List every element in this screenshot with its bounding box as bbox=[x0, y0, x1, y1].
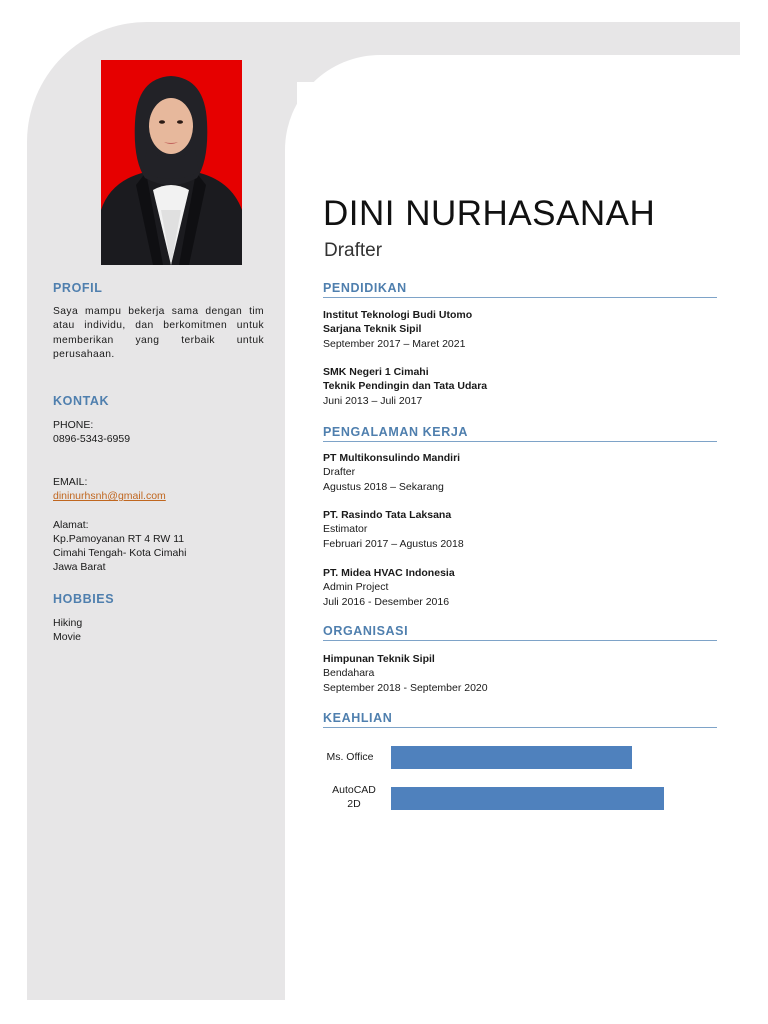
hobby-item: Hiking bbox=[53, 617, 83, 629]
organization-heading: ORGANISASI bbox=[323, 624, 717, 641]
email-label: EMAIL: bbox=[53, 476, 88, 488]
education-entry bbox=[323, 308, 472, 351]
address-line: Cimahi Tengah- Kota Cimahi bbox=[53, 547, 187, 559]
experience-heading: PENGALAMAN KERJA bbox=[323, 425, 717, 442]
experience-entry bbox=[323, 508, 464, 551]
experience-period: Juli 2016 - Desember 2016 bbox=[323, 595, 450, 608]
skill-label: Ms. Office bbox=[326, 751, 374, 763]
experience-period: Februari 2017 – Agustus 2018 bbox=[323, 537, 464, 550]
education-institution: Institut Teknologi Budi Utomo bbox=[323, 309, 473, 321]
experience-entry bbox=[323, 566, 455, 609]
profile-photo bbox=[101, 60, 242, 265]
education-period: Juni 2013 – Juli 2017 bbox=[323, 394, 423, 407]
phone-number: 0896-5343-6959 bbox=[53, 433, 131, 445]
skill-label-line: 2D bbox=[347, 798, 361, 810]
experience-entry bbox=[323, 451, 460, 494]
hobby-item: Movie bbox=[53, 631, 82, 643]
education-period: September 2017 – Maret 2021 bbox=[323, 337, 466, 350]
education-program: Sarjana Teknik Sipil bbox=[323, 323, 422, 336]
skills-heading: KEAHLIAN bbox=[323, 711, 717, 728]
contact-heading: KONTAK bbox=[53, 394, 110, 408]
email-link[interactable]: dininurhsnh@gmail.com bbox=[53, 490, 166, 502]
education-heading: PENDIDIKAN bbox=[323, 281, 717, 298]
experience-position: Admin Project bbox=[323, 581, 389, 594]
skill-level-bar bbox=[391, 787, 664, 810]
person-role: Drafter bbox=[324, 240, 383, 261]
address-line: Kp.Pamoyanan RT 4 RW 11 bbox=[53, 533, 185, 545]
experience-position: Estimator bbox=[323, 523, 368, 536]
organization-name: Himpunan Teknik Sipil bbox=[323, 653, 435, 665]
experience-company: PT. Rasindo Tata Laksana bbox=[323, 509, 452, 521]
experience-period: Agustus 2018 – Sekarang bbox=[323, 480, 444, 493]
education-institution: SMK Negeri 1 Cimahi bbox=[323, 366, 429, 378]
profile-heading: PROFIL bbox=[53, 281, 103, 295]
experience-position: Drafter bbox=[323, 466, 356, 479]
address-label: Alamat: bbox=[53, 519, 89, 531]
phone-label: PHONE: bbox=[53, 419, 94, 431]
profile-text: Saya mampu bekerja sama dengan tim atau individu, dan berkomitmen untuk memberikan yang terbaik untuk perusahaan. bbox=[53, 306, 264, 361]
experience-company: PT Multikonsulindo Mandiri bbox=[323, 452, 461, 464]
person-name: DINI NURHASANAH bbox=[323, 194, 656, 233]
skill-label-line: AutoCAD bbox=[332, 784, 376, 796]
organization-period: September 2018 - September 2020 bbox=[323, 681, 488, 694]
organization-entry bbox=[323, 652, 488, 695]
hobbies-heading: HOBBIES bbox=[53, 592, 115, 606]
education-program: Teknik Pendingin dan Tata Udara bbox=[323, 380, 488, 393]
address-line: Jawa Barat bbox=[53, 561, 106, 573]
skill-level-bar bbox=[391, 746, 632, 769]
organization-position: Bendahara bbox=[323, 667, 375, 680]
skill-label bbox=[322, 783, 386, 811]
education-entry bbox=[323, 365, 487, 408]
experience-company: PT. Midea HVAC Indonesia bbox=[323, 567, 455, 579]
